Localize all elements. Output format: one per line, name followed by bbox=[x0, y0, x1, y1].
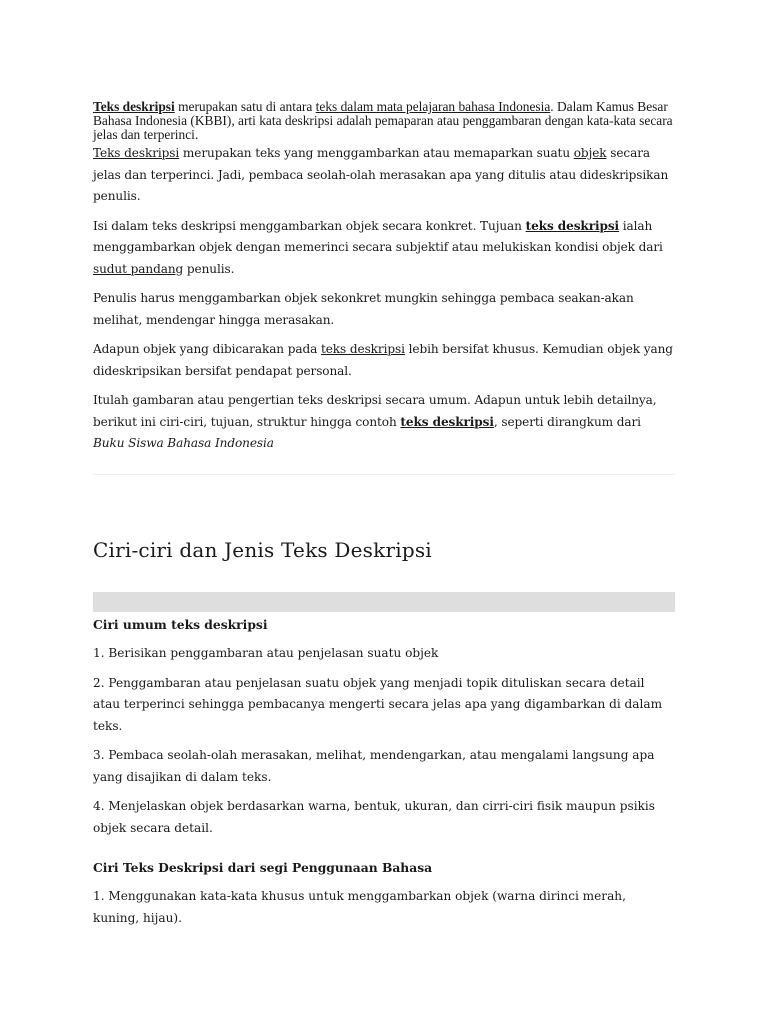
list-item: 2. Penggambaran atau penjelasan suatu objek yang menjadi topik dituliskan secara detail atau terperinci sehingga pembacanya mengerti secara jelas apa yang digambarkan di dalam teks. bbox=[93, 675, 663, 733]
intro-text: merupakan satu di antara bbox=[174, 99, 316, 114]
section-heading: Ciri-ciri dan Jenis Teks Deskripsi bbox=[93, 538, 432, 562]
paragraph-text: Isi dalam teks deskripsi menggambarkan objek secara konkret. Tujuan bbox=[93, 218, 526, 233]
book-title: Buku Siswa Bahasa Indonesia bbox=[93, 436, 274, 450]
ciri-bahasa-list bbox=[93, 886, 675, 929]
paragraph-text: Itulah gambaran atau pengertian teks deskripsi secara umum. Adapun untuk lebih detailnya, berikut ini ciri-ciri, tujuan, struktur hingga contoh bbox=[93, 393, 657, 429]
paragraph-text: Adapun objek yang dibicarakan pada bbox=[93, 342, 321, 356]
section-divider bbox=[93, 474, 675, 475]
paragraph-summary bbox=[93, 390, 675, 455]
objek-link[interactable]: objek bbox=[573, 146, 607, 160]
paragraph-text: secara jelas dan terperinci. Jadi, pembaca seolah-olah merasakan apa yang ditulis atau dideskripsikan penulis. bbox=[93, 146, 669, 203]
paragraph-text: penulis. bbox=[183, 261, 235, 276]
paragraph-text: lebih bersifat khusus. Kemudian objek yang dideskripsikan bersifat pendapat personal. bbox=[93, 342, 673, 378]
grey-banner bbox=[93, 592, 675, 612]
section-ciri-bahasa bbox=[93, 860, 675, 937]
paragraph-specific bbox=[93, 339, 675, 382]
paragraph-text: Penulis harus menggambarkan objek sekonkret mungkin sehingga pembaca seakan-akan melihat, mendengar hingga merasakan. bbox=[93, 291, 634, 327]
teks-deskripsi-link[interactable]: Teks deskripsi bbox=[93, 99, 175, 114]
teks-deskripsi-link[interactable]: Teks deskripsi bbox=[93, 146, 180, 160]
teks-deskripsi-link[interactable]: teks deskripsi bbox=[525, 218, 620, 233]
ciri-umum-list bbox=[93, 643, 675, 839]
mata-pelajaran-link[interactable]: teks dalam mata pelajaran bahasa Indonesia bbox=[315, 99, 551, 114]
subheading-ciri-umum: Ciri umum teks deskripsi bbox=[93, 617, 268, 632]
paragraph-concrete bbox=[93, 288, 675, 331]
teks-deskripsi-link[interactable]: teks deskripsi bbox=[320, 342, 405, 356]
paragraph-text: , seperti dirangkum dari bbox=[493, 414, 641, 429]
paragraph-text: merupakan teks yang menggambarkan atau memaparkan suatu bbox=[179, 146, 574, 160]
article-body bbox=[93, 100, 675, 463]
list-item: 1. Menggunakan kata-kata khusus untuk menggambarkan objek (warna dirinci merah, kuning, hijau). bbox=[93, 889, 626, 925]
list-item: 1. Berisikan penggambaran atau penjelasan suatu objek bbox=[93, 646, 439, 660]
list-item: 4. Menjelaskan objek berdasarkan warna, bentuk, ukuran, dan cirri-ciri fisik maupun psikis objek secara detail. bbox=[93, 799, 655, 835]
subheading-ciri-bahasa: Ciri Teks Deskripsi dari segi Penggunaan Bahasa bbox=[93, 860, 433, 875]
intro-text: . Dalam Kamus Besar Bahasa Indonesia (KBBI), arti kata deskripsi adalah pemaparan atau penggambaran dengan kata-kata secara jelas dan terperinci. bbox=[93, 99, 673, 142]
list-item: 3. Pembaca seolah-olah merasakan, melihat, mendengarkan, atau mengalami langsung apa yang disajikan di dalam teks. bbox=[93, 748, 655, 784]
section-ciri-umum bbox=[93, 617, 675, 847]
paragraph-text: ialah menggambarkan objek dengan memerinci secara subjektif atau melukiskan kondisi objek dari bbox=[93, 218, 663, 254]
sudut-pandang-link[interactable]: sudut pandang bbox=[93, 261, 184, 276]
intro-paragraph bbox=[93, 100, 675, 142]
teks-deskripsi-link[interactable]: teks deskripsi bbox=[400, 414, 494, 429]
paragraph-definition bbox=[93, 143, 675, 208]
paragraph-purpose bbox=[93, 216, 675, 281]
